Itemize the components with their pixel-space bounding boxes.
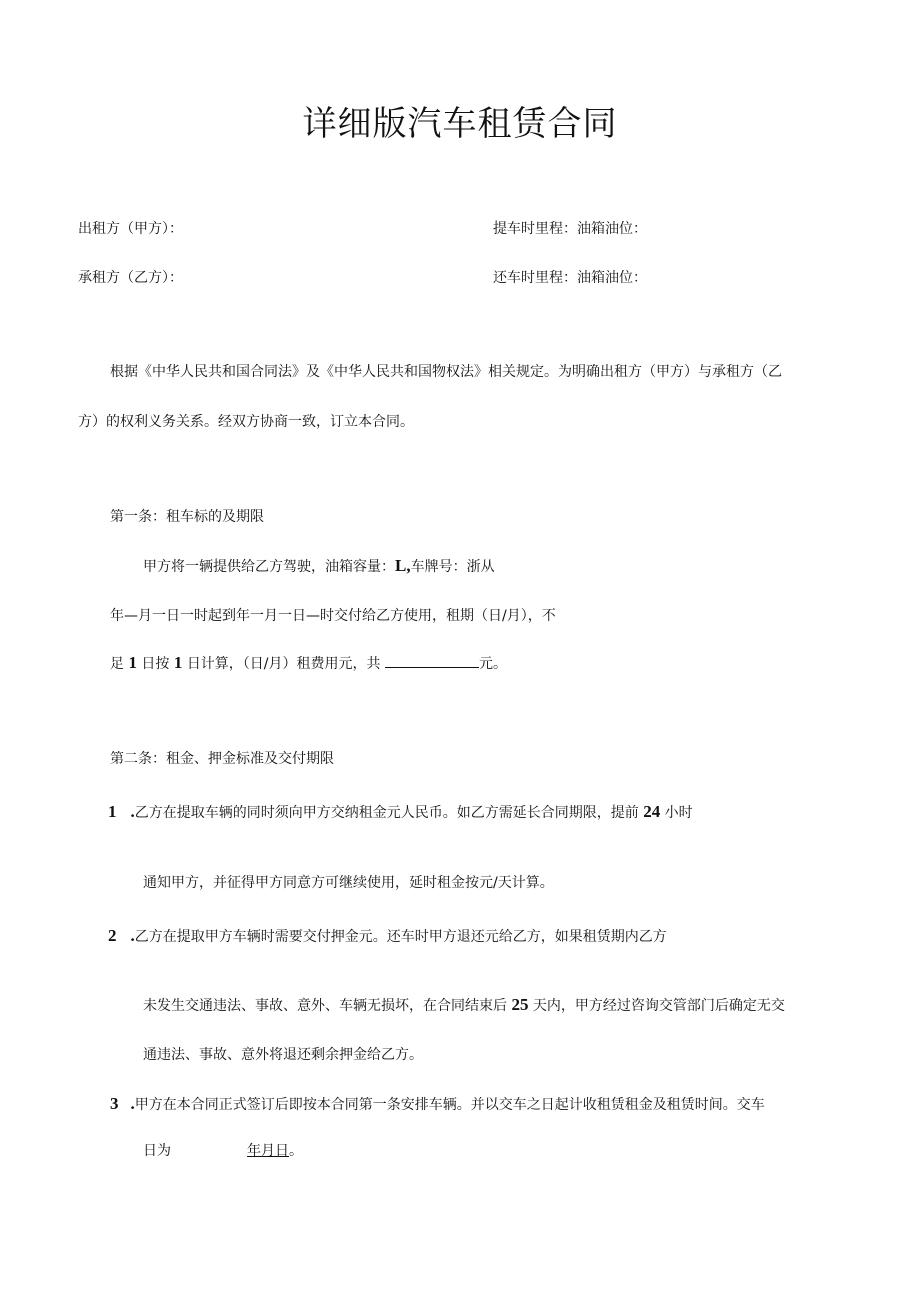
item-2-text: 乙方在提取甲方车辆时需要交付押金元。还车时甲方退还元给乙方，如果租赁期内乙方 xyxy=(134,929,667,945)
item-1-continuation: 通知甲方，并征得甲方同意方可继续使用，延时租金按元/天计算。 xyxy=(143,875,554,891)
article-1-line-1 xyxy=(143,556,495,577)
article-1-line-3-a: 足 xyxy=(110,656,124,672)
article-1-line-2: 年—月一日一时起到年一月一日—时交付给乙方使用，租期（日/月），不 xyxy=(110,608,556,624)
day-number-2: 1 xyxy=(173,653,183,672)
delivery-date-label: 日为 xyxy=(143,1143,171,1159)
article-1-line-3-b: 日按 xyxy=(141,656,170,672)
preamble-line-2: 方）的权利义务关系。经双方协商一致，订立本合同。 xyxy=(78,414,414,430)
delivery-date-value: 年月日 xyxy=(247,1143,289,1159)
item-1-hours-unit: 小时 xyxy=(664,805,693,821)
item-1-line xyxy=(108,802,693,823)
page-title: 详细版汽车租赁合同 xyxy=(302,104,618,144)
plate-label: 车牌号：浙从 xyxy=(410,559,495,575)
article-1-line-1-text: 甲方将一辆提供给乙方驾驶，油箱容量： xyxy=(143,559,395,575)
item-2-cont-a: 未发生交通违法、事故、意外、车辆无损坏，在合同结束后 xyxy=(143,998,507,1014)
item-2-continuation-1 xyxy=(143,995,785,1016)
item-1-number: 1 xyxy=(108,802,117,821)
item-3-text: 甲方在本合同正式签订后即按本合同第一条安排车辆。并以交车之日起计收租赁租金及租赁时间。交车 xyxy=(134,1097,765,1113)
item-3-continuation xyxy=(143,1141,303,1161)
item-3-number: 3 xyxy=(110,1094,119,1113)
notice-hours: 24 xyxy=(643,802,661,821)
refund-days: 25 xyxy=(511,995,529,1014)
article-1-line-3 xyxy=(110,653,507,674)
item-2-line xyxy=(108,926,667,947)
item-2-dot: . xyxy=(130,926,135,945)
preamble-line-1: 根据《中华人民共和国合同法》及《中华人民共和国物权法》相关规定。为明确出租方（甲方）与承租方（乙 xyxy=(110,364,782,380)
fuel-unit: L, xyxy=(395,556,411,575)
lessee-label: 承租方（乙方）： xyxy=(78,270,183,286)
item-1-dot: . xyxy=(130,802,135,821)
day-number-1: 1 xyxy=(128,653,137,672)
item-2-number: 2 xyxy=(108,926,117,945)
return-mileage-label: 还车时里程：油箱油位： xyxy=(493,270,647,286)
item-2-continuation-2: 通违法、事故、意外将退还剩余押金给乙方。 xyxy=(143,1047,423,1063)
item-3-dot: . xyxy=(130,1094,135,1113)
lessor-label: 出租方（甲方）： xyxy=(78,221,183,237)
article-2-heading: 第二条：租金、押金标准及交付期限 xyxy=(110,751,334,767)
article-1-line-3-c: 日计算，（日/月）租费用元，共 xyxy=(186,656,381,672)
article-1-heading: 第一条：租车标的及期限 xyxy=(110,509,264,525)
item-1-text: 乙方在提取车辆的同时须向甲方交纳租金元人民币。如乙方需延长合同期限，提前 xyxy=(134,805,639,821)
pickup-mileage-label: 提车时里程：油箱油位： xyxy=(493,221,647,237)
item-3-line xyxy=(110,1094,765,1115)
article-1-line-3-d: 元。 xyxy=(478,656,507,672)
total-amount-blank xyxy=(385,653,479,668)
delivery-date-end: 。 xyxy=(289,1143,303,1159)
item-2-cont-b: 天内，甲方经过咨询交管部门后确定无交 xyxy=(532,998,785,1014)
